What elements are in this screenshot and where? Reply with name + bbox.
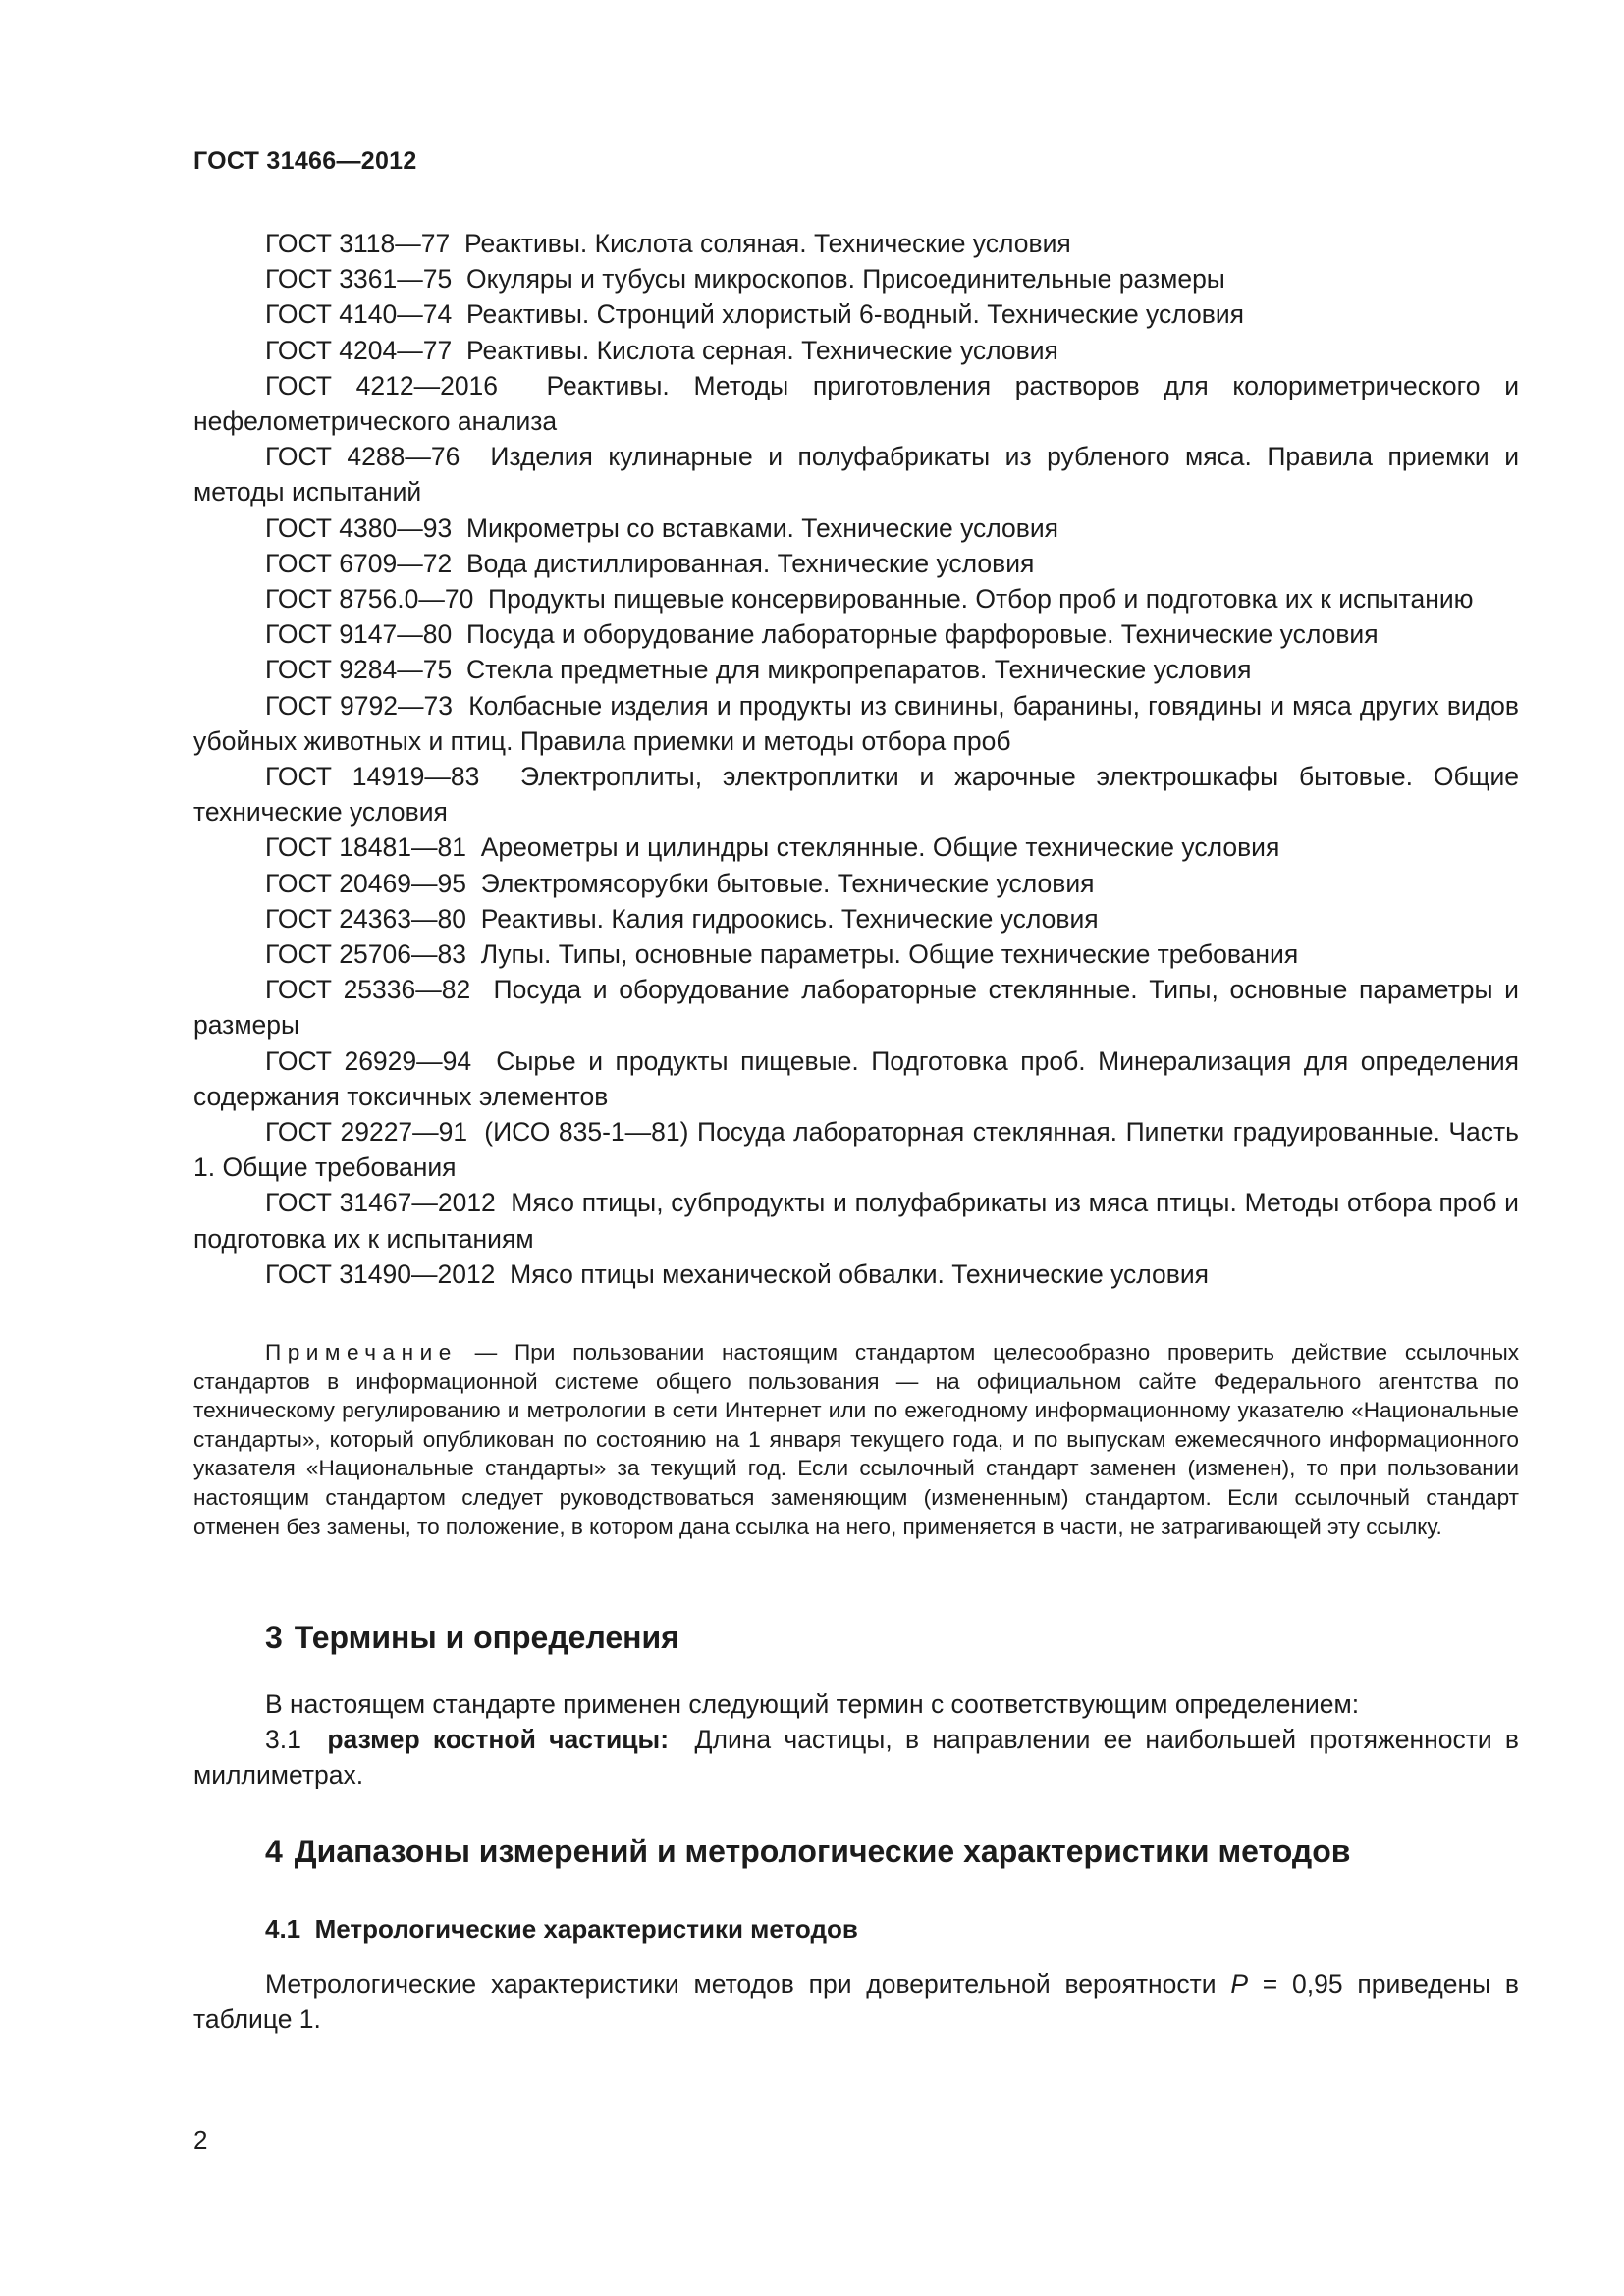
- reference-item: [193, 829, 1519, 865]
- reference-title: Мясо птицы механической обвалки. Технические условия: [510, 1258, 1209, 1289]
- reference-code: ГОСТ 9284—75: [265, 655, 453, 685]
- reference-title: Лупы. Типы, основные параметры. Общие технические требования: [480, 939, 1299, 970]
- term-name: размер костной частицы:: [327, 1725, 670, 1755]
- reference-item: [193, 581, 1519, 616]
- reference-title: Реактивы. Стронций хлористый 6-водный. Технические условия: [465, 299, 1244, 330]
- reference-title: Посуда и оборудование лабораторные стеклянные. Типы, основные параметры и размеры: [193, 975, 1519, 1041]
- reference-item: [193, 1185, 1519, 1255]
- reference-code: ГОСТ 3361—75: [265, 264, 453, 294]
- note-text: — При пользовании настоящим стандартом целесообразно проверить действие ссылочных стандартов в информационной системе общего пользования — на официальном сайте Федерального агентства по техническому регулированию и метрологии в сети Интернет или по ежегодному информационному указателю «Национальные стандарты», который опубликован по состоянию на 1 января текущего года, и по выпускам ежемесячного информационного указателя «Национальные стандарты» за текущий год. Если ссылочный стандарт заменен (изменен), то при пользовании настоящим стандартом следует руководствоваться заменяющим (измененным) стандартом. Если ссылочный стандарт отменен без замены, то положение, в котором дана ссылка на него, применяется в части, не затрагивающей эту ссылку.: [193, 1340, 1519, 1539]
- reference-title: Электроплиты, электроплитки и жарочные электрошкафы бытовые. Общие технические условия: [193, 762, 1519, 828]
- reference-code: ГОСТ 25336—82: [265, 975, 471, 1005]
- term-number: 3.1: [265, 1725, 301, 1755]
- reference-title: Реактивы. Методы приготовления растворов для колориметрического и нефелометрического анализа: [193, 370, 1519, 437]
- reference-code: ГОСТ 14919—83: [265, 762, 480, 792]
- reference-code: ГОСТ 31467—2012: [265, 1188, 496, 1218]
- reference-item: [193, 226, 1519, 261]
- page-number: 2: [193, 2125, 208, 2155]
- paragraph-text-end: = 0,95 приведены в таблице 1.: [193, 1969, 1519, 2035]
- reference-title: (ИСО 835-1—81) Посуда лабораторная стеклянная. Пипетки градуированные. Часть 1. Общие требования: [193, 1117, 1519, 1183]
- normative-references-list: [193, 226, 1519, 1292]
- section-4-heading: [265, 1834, 1350, 1870]
- paragraph-text-start: Метрологические характеристики методов при доверительной вероятности: [265, 1969, 1231, 1999]
- reference-code: ГОСТ 31490—2012: [265, 1258, 496, 1289]
- section-number: 3: [265, 1620, 283, 1655]
- section-number: 4: [265, 1834, 283, 1869]
- reference-item: [193, 759, 1519, 829]
- reference-code: ГОСТ 18481—81: [265, 832, 466, 863]
- reference-item: [193, 1114, 1519, 1185]
- reference-title: Ареометры и цилиндры стеклянные. Общие технические условия: [480, 832, 1280, 863]
- reference-item: [193, 1043, 1519, 1114]
- probability-symbol: P: [1230, 1969, 1249, 1999]
- note-label: Примечание: [265, 1340, 458, 1364]
- term-definition-text: Длина частицы, в направлении ее наибольшей протяженности в миллиметрах.: [193, 1725, 1519, 1790]
- reference-code: ГОСТ 26929—94: [265, 1045, 472, 1076]
- reference-title: Продукты пищевые консервированные. Отбор проб и подготовка их к испытанию: [488, 584, 1474, 614]
- subsection-4-1-paragraph: [193, 1966, 1519, 2037]
- section-3-heading: [265, 1620, 679, 1656]
- section-title: Диапазоны измерений и метрологические характеристики методов: [294, 1834, 1351, 1869]
- reference-item: [193, 972, 1519, 1042]
- reference-title: Микрометры со вставками. Технические условия: [465, 512, 1059, 543]
- reference-item: [193, 616, 1519, 652]
- reference-code: ГОСТ 6709—72: [265, 548, 453, 578]
- reference-item: [193, 936, 1519, 972]
- reference-code: ГОСТ 29227—91: [265, 1117, 468, 1148]
- section-3-body: [193, 1686, 1519, 1793]
- reference-code: ГОСТ 9147—80: [265, 619, 453, 650]
- reference-code: ГОСТ 20469—95: [265, 868, 466, 898]
- reference-code: ГОСТ 4204—77: [265, 335, 453, 365]
- reference-item: [193, 368, 1519, 439]
- reference-title: Окуляры и тубусы микроскопов. Присоединительные размеры: [465, 264, 1225, 294]
- reference-code: ГОСТ 4140—74: [265, 299, 453, 330]
- section-title: Термины и определения: [294, 1620, 679, 1655]
- reference-title: Электромясорубки бытовые. Технические условия: [480, 868, 1095, 898]
- reference-code: ГОСТ 24363—80: [265, 903, 466, 934]
- term-definition: [193, 1722, 1519, 1792]
- reference-title: Реактивы. Кислота серная. Технические условия: [465, 335, 1058, 365]
- reference-title: Изделия кулинарные и полуфабрикаты из рубленого мяса. Правила приемки и методы испытаний: [193, 442, 1520, 507]
- reference-item: [193, 333, 1519, 368]
- reference-item: [193, 901, 1519, 936]
- reference-item: [193, 296, 1519, 332]
- reference-item: [193, 510, 1519, 546]
- reference-title: Посуда и оборудование лабораторные фарфоровые. Технические условия: [465, 619, 1379, 650]
- reference-code: ГОСТ 4380—93: [265, 512, 453, 543]
- references-note: [193, 1338, 1519, 1541]
- reference-item: [193, 652, 1519, 687]
- reference-item: [193, 546, 1519, 581]
- subsection-title: Метрологические характеристики методов: [314, 1914, 858, 1944]
- reference-item: [193, 1256, 1519, 1292]
- section-3-intro: В настоящем стандарте применен следующий термин с соответствующим определением:: [265, 1689, 1360, 1719]
- reference-title: Реактивы. Кислота соляная. Технические условия: [463, 229, 1071, 258]
- reference-item: [193, 261, 1519, 296]
- reference-title: Стекла предметные для микропрепаратов. Технические условия: [465, 655, 1252, 685]
- reference-code: ГОСТ 3118—77: [265, 229, 451, 258]
- reference-code: ГОСТ 4212—2016: [265, 370, 499, 400]
- document-header: ГОСТ 31466—2012: [193, 147, 417, 175]
- reference-title: Сырье и продукты пищевые. Подготовка проб. Минерализация для определения содержания токсичных элементов: [193, 1045, 1519, 1111]
- subsection-4-1-body: [193, 1966, 1519, 2037]
- reference-item: [193, 688, 1519, 759]
- reference-title: Вода дистиллированная. Технические условия: [465, 548, 1035, 578]
- reference-code: ГОСТ 9792—73: [265, 690, 453, 721]
- subsection-number: 4.1: [265, 1914, 301, 1944]
- reference-title: Реактивы. Калия гидроокись. Технические условия: [480, 903, 1099, 934]
- reference-code: ГОСТ 4288—76: [265, 442, 460, 472]
- reference-title: Колбасные изделия и продукты из свинины, баранины, говядины и мяса других видов убойных животных и птиц. Правила приемки и методы отбора проб: [193, 690, 1519, 756]
- reference-code: ГОСТ 8756.0—70: [265, 584, 474, 614]
- reference-code: ГОСТ 25706—83: [265, 939, 466, 970]
- reference-item: [193, 866, 1519, 901]
- reference-title: Мясо птицы, субпродукты и полуфабрикаты из мяса птицы. Методы отбора проб и подготовка их к испытаниям: [193, 1188, 1519, 1254]
- reference-item: [193, 439, 1519, 509]
- subsection-4-1-heading: [265, 1914, 858, 1945]
